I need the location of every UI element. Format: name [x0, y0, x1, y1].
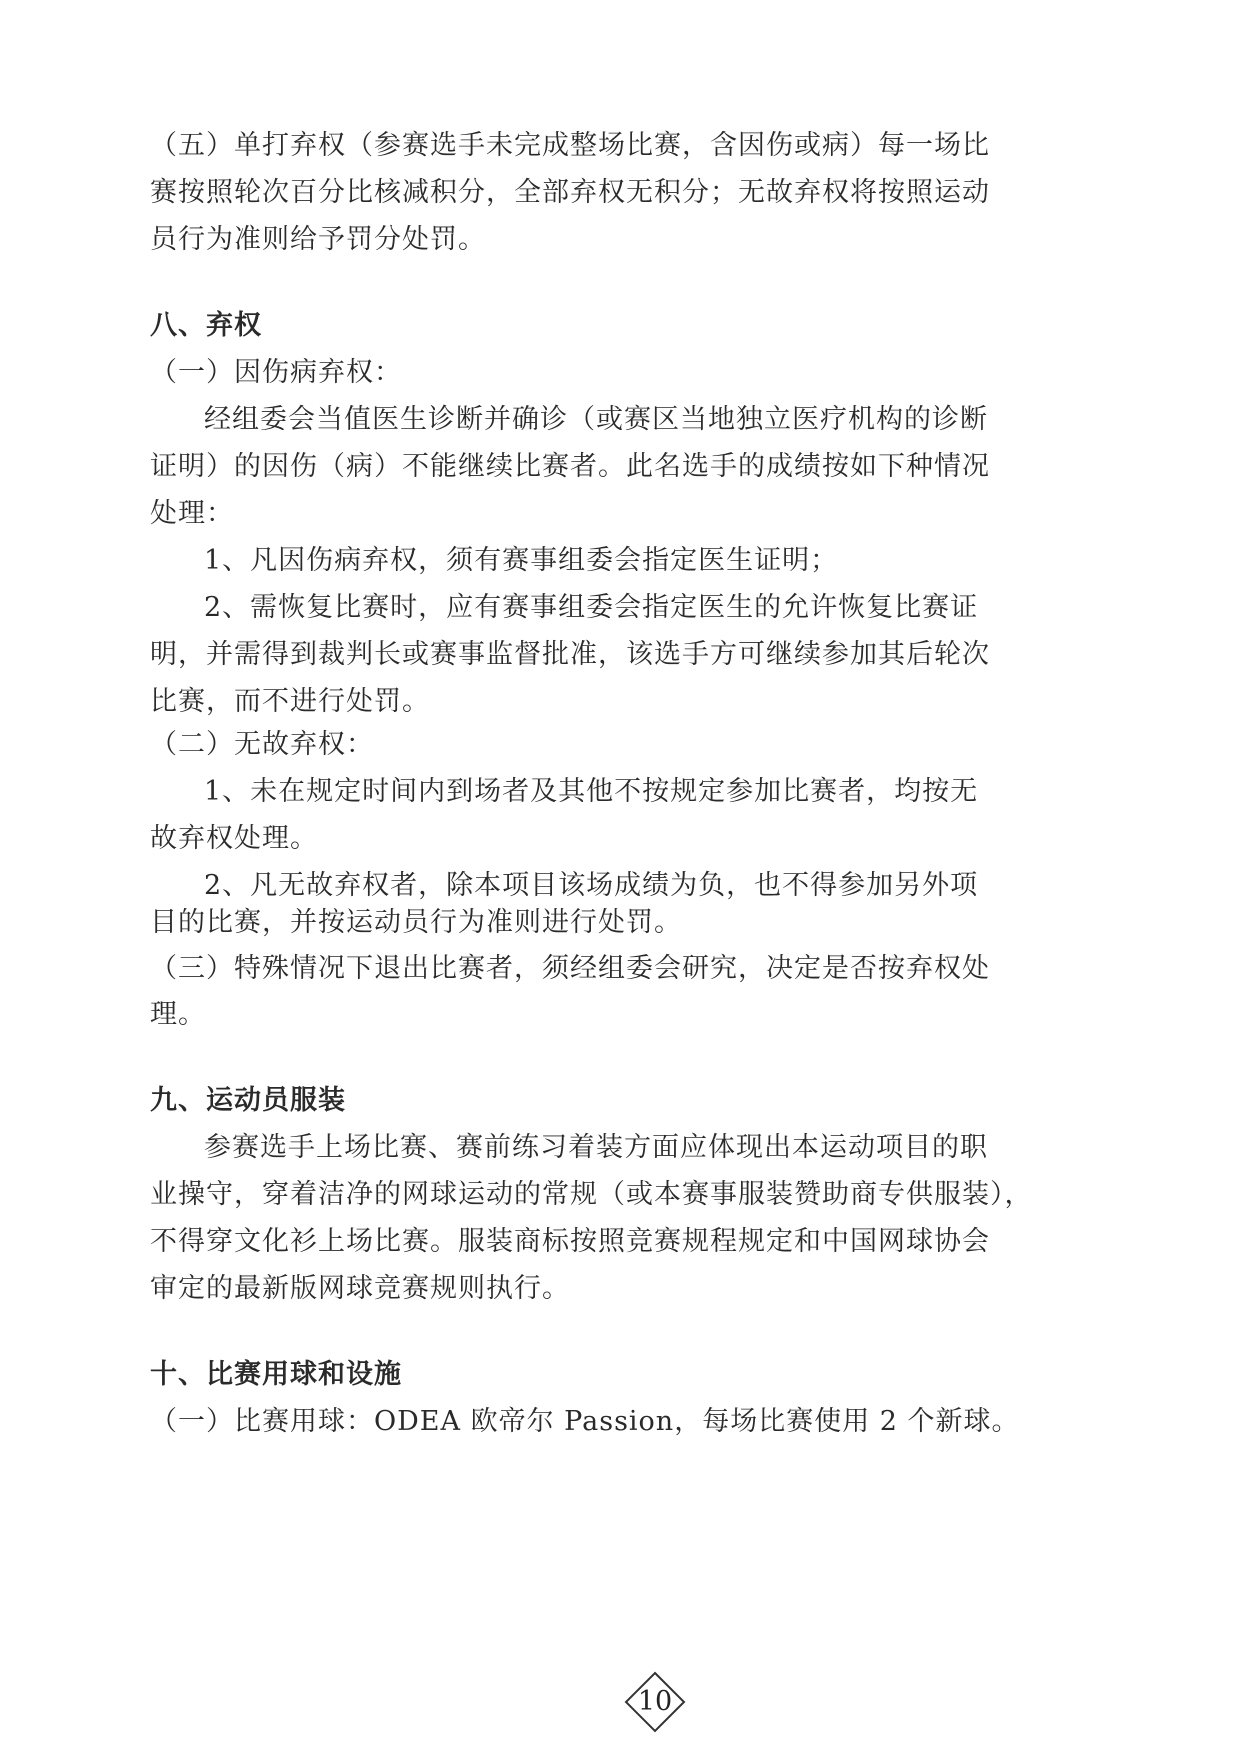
section8-sub1-item2-line-2: 明，并需得到裁判长或赛事监督批准，该选手方可继续参加其后轮次	[150, 639, 990, 670]
section7-item5-line-2: 赛按照轮次百分比核减积分，全部弃权无积分；无故弃权将按照运动	[150, 177, 990, 208]
section9-para-line-1: 参赛选手上场比赛、赛前练习着装方面应体现出本运动项目的职	[204, 1132, 988, 1163]
section9-para-line-3: 不得穿文化衫上场比赛。服装商标按照竞赛规程规定和中国网球协会	[150, 1226, 990, 1257]
section8-sub2-item1-line-1: 1、未在规定时间内到场者及其他不按规定参加比赛者，均按无	[204, 776, 979, 807]
page-number: 10	[637, 1686, 673, 1717]
page-number-badge	[623, 1670, 687, 1734]
section7-item5-line-1: （五）单打弃权（参赛选手未完成整场比赛，含因伤或病）每一场比	[150, 130, 990, 161]
section8-sub3-line-2: 理。	[150, 999, 206, 1030]
section8-sub2-item2-line-2: 目的比赛，并按运动员行为准则进行处罚。	[150, 907, 682, 938]
section7-item5-line-3: 员行为准则给予罚分处罚。	[150, 224, 486, 255]
section8-sub1-title: （一）因伤病弃权：	[150, 357, 402, 388]
section9-heading: 九、运动员服装	[150, 1085, 346, 1116]
section9-para-line-2: 业操守，穿着洁净的网球运动的常规（或本赛事服装赞助商专供服装），	[150, 1179, 1033, 1210]
section10-sub1: （一）比赛用球：ODEA 欧帝尔 Passion，每场比赛使用 2 个新球。	[150, 1406, 1020, 1437]
section8-sub1-item2-line-3: 比赛，而不进行处罚。	[150, 686, 430, 717]
section8-heading: 八、弃权	[150, 310, 262, 341]
section9-para-line-4: 审定的最新版网球竞赛规则执行。	[150, 1273, 570, 1304]
section10-heading: 十、比赛用球和设施	[150, 1359, 402, 1390]
section8-sub3-line-1: （三）特殊情况下退出比赛者，须经组委会研究，决定是否按弃权处	[150, 953, 990, 984]
section8-sub1-para-line-1: 经组委会当值医生诊断并确诊（或赛区当地独立医疗机构的诊断	[204, 404, 988, 435]
section8-sub1-item2-line-1: 2、需恢复比赛时，应有赛事组委会指定医生的允许恢复比赛证	[204, 592, 979, 623]
section8-sub2-item2-line-1: 2、凡无故弃权者，除本项目该场成绩为负，也不得参加另外项	[204, 870, 979, 901]
section8-sub1-para-line-3: 处理：	[150, 498, 234, 529]
section8-sub2-title: （二）无故弃权：	[150, 729, 374, 760]
section8-sub1-para-line-2: 证明）的因伤（病）不能继续比赛者。此名选手的成绩按如下种情况	[150, 451, 990, 482]
section8-sub1-item1: 1、凡因伤病弃权，须有赛事组委会指定医生证明；	[204, 545, 839, 576]
section8-sub2-item1-line-2: 故弃权处理。	[150, 823, 318, 854]
